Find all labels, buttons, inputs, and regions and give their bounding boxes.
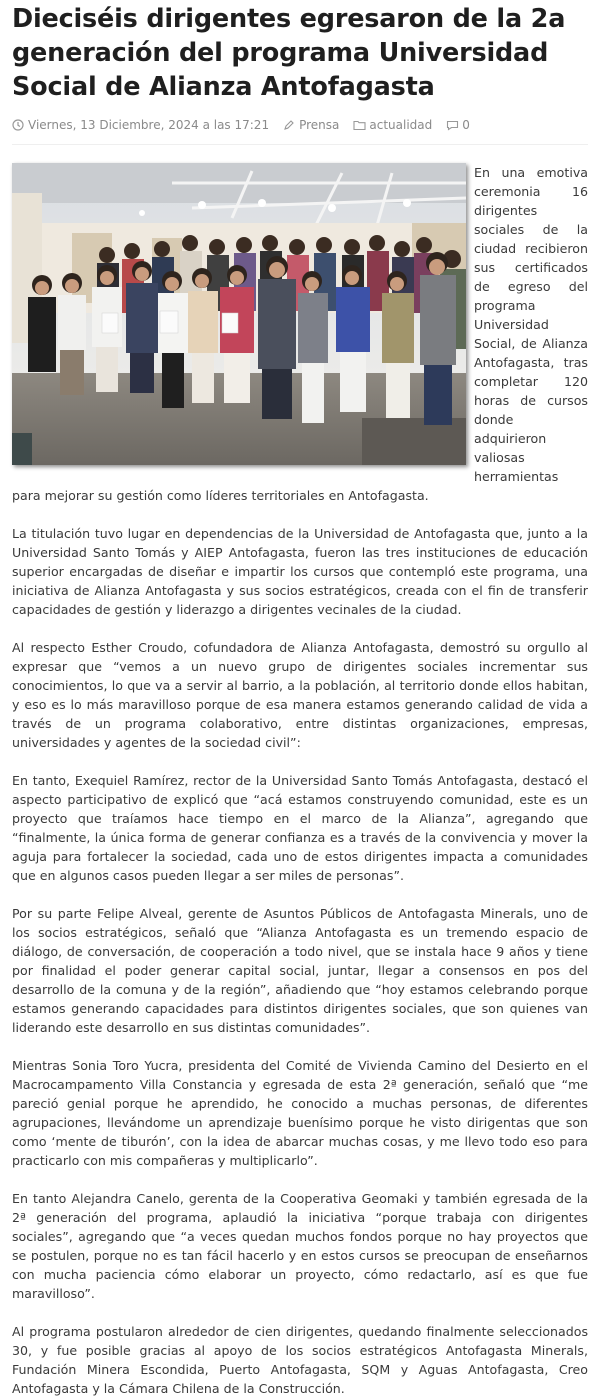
paragraph: En tanto Alejandra Canelo, gerenta de la Cooperativa Geomaki y también egresada de la 2ª generación del programa, aplaudió la iniciativa “porque trabaja con dirigentes sociales”, agregando que “a veces quedan muchos fondos porque no hay proyectos que se postulen, porque no es tan fácil hacerlo y en estos cursos se preocupan de enseñarnos con mucha paciencia cómo elaborar un proyecto, cómo redactarlo, así es que fue maravilloso”. [12,1191,588,1301]
clock-icon [12,119,24,131]
paragraph: Al programa postularon alrededor de cien dirigentes, quedando finalmente seleccionados 30, y fue posible gracias al apoyo de los socios estratégicos Antofagasta Minerals, Fundación Minera Escondida, Puerto Antofagasta, SQM y Aguas Antofagasta, Creo Antofagasta y la Cámara Chilena de la Construcción. [12,1324,588,1396]
article-body [12,163,588,1398]
paragraph: Al respecto Esther Croudo, cofundadora de Alianza Antofagasta, demostró su orgullo al expresar que “vemos a un nuevo grupo de dirigentes sociales incrementar sus conocimientos, lo que va a servir al barrio, a la población, al territorio donde ellos habitan, y eso es lo más maravilloso porque de esa manera estamos generando calidad de vida a través de un programa colaborativo, entre distintas organizaciones, empresas, universidades y agentes de la sociedad civil”: [12,640,588,750]
comments-count-link[interactable]: 0 [462,118,470,132]
paragraph: La titulación tuvo lugar en dependencias de la Universidad de Antofagasta que, junto a la Universidad Santo Tomás y AIEP Antofagasta, fueron las tres instituciones de educación superior encargadas de diseñar e impartir los cursos que contempló este programa, una iniciativa de Alianza Antofagasta y sus socios estratégicos, creada con el fin de transferir capacidades de gestión y liderazgo a dirigentes vecinales de la ciudad. [12,526,588,617]
folder-icon [353,119,365,131]
paragraph: En una emotiva ceremonia 16 dirigentes sociales de la ciudad recibieron sus certificados de egreso del programa Universidad Social, de Alianza Antofagasta, tras completar 120 horas de cursos donde adquirieron valiosas herramientas para mejorar su gestión como líderes territoriales en Antofagasta. [12,165,588,503]
category-link[interactable]: actualidad [369,118,433,132]
paragraph: En tanto, Exequiel Ramírez, rector de la Universidad Santo Tomás Antofagasta, destacó el aspecto participativo de explicó que “acá estamos construyendo comunidad, este es un proyecto que traíamos hace tiempo en el marco de la Alianza”, agregando que “finalmente, la única forma de generar confianza es a través de la convivencia y mover la aguja para fortalecer la sociedad, cada uno de estos dirigentes impacta a comunidades que en algunos casos pueden llegar a ser miles de personas”. [12,773,588,883]
paragraph: Por su parte Felipe Alveal, gerente de Asuntos Públicos de Antofagasta Minerals, uno de los socios estratégicos, señaló que “Alianza Antofagasta es un tremendo espacio de diálogo, de conversación, de cooperación a todo nivel, que se instala hace 9 años y tiene por finalidad el poder generar capital social, juntar, llegar a consensos en pos del desarrollo de la comuna y de la región”, añadiendo que “hoy estamos celebrando porque estamos generando capacidades para distintos dirigentes sociales, que son quienes van liderando este desarrollo en sus distintas comunidades”. [12,906,588,1035]
article-photo[interactable] [12,163,466,465]
publish-date: Viernes, 13 Diciembre, 2024 a las 17:21 [28,118,270,132]
article-meta [12,118,588,145]
group-photo-illustration [12,163,466,465]
pencil-icon [283,119,295,131]
comment-icon [446,119,458,131]
paragraph: Mientras Sonia Toro Yucra, presidenta del Comité de Vivienda Camino del Desierto en el Macrocampamento Villa Constancia y egresada de esta 2ª generación, señaló que “me pareció genial porque he aprendido, he conocido a muchas personas, de diferentes agrupaciones, llevándome un aprendizaje buenísimo porque he visto dirigentas que son como ‘mente de tiburón’, con la idea de abarcar muchas cosas, y me llevo todo eso para practicarlo con mis compañeras y multiplicarlo”. [12,1058,588,1168]
author-link[interactable]: Prensa [299,118,340,132]
article-title: Dieciséis dirigentes egresaron de la 2a generación del programa Universidad Social de Alianza Antofagasta [12,4,566,102]
